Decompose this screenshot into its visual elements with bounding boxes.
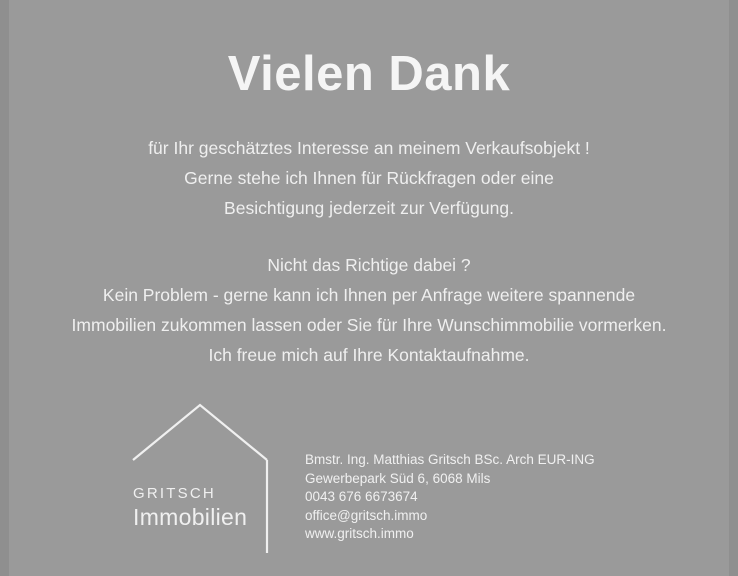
footer bbox=[0, 398, 738, 576]
intro-line-3: Besichtigung jederzeit zur Verfügung. bbox=[224, 197, 514, 218]
logo-line-1: GRITSCH bbox=[133, 485, 216, 502]
logo-wordmark bbox=[133, 484, 247, 531]
offer-line-2: Kein Problem - gerne kann ich Ihnen per Anfrage weitere spannende bbox=[102, 284, 636, 305]
house-outline-icon bbox=[128, 398, 288, 558]
offer-line-1: Nicht das Richtige dabei ? bbox=[267, 254, 471, 275]
intro-line-2: Gerne stehe ich Ihnen für Rückfragen oder eine bbox=[184, 167, 554, 188]
intro-paragraph bbox=[0, 133, 738, 223]
contact-address: Gewerbepark Süd 6, 6068 Mils bbox=[305, 470, 491, 486]
contact-website[interactable]: www.gritsch.immo bbox=[305, 526, 414, 541]
page-title: Vielen Dank bbox=[227, 47, 511, 101]
offer-paragraph bbox=[0, 250, 738, 370]
contact-phone[interactable]: 0043 676 6673674 bbox=[305, 489, 418, 504]
logo-line-2: Immobilien bbox=[133, 504, 248, 530]
contact-details bbox=[305, 451, 595, 544]
offer-line-3: Immobilien zukommen lassen oder Sie für Ihre Wunschimmobilie vormerken. bbox=[71, 314, 667, 335]
intro-line-1: für Ihr geschätztes Interesse an meinem Verkaufsobjekt ! bbox=[148, 137, 590, 158]
contact-name: Bmstr. Ing. Matthias Gritsch BSc. Arch EUR-ING bbox=[305, 452, 595, 467]
offer-line-4: Ich freue mich auf Ihre Kontaktaufnahme. bbox=[208, 344, 530, 365]
contact-email[interactable]: office@gritsch.immo bbox=[305, 507, 428, 523]
